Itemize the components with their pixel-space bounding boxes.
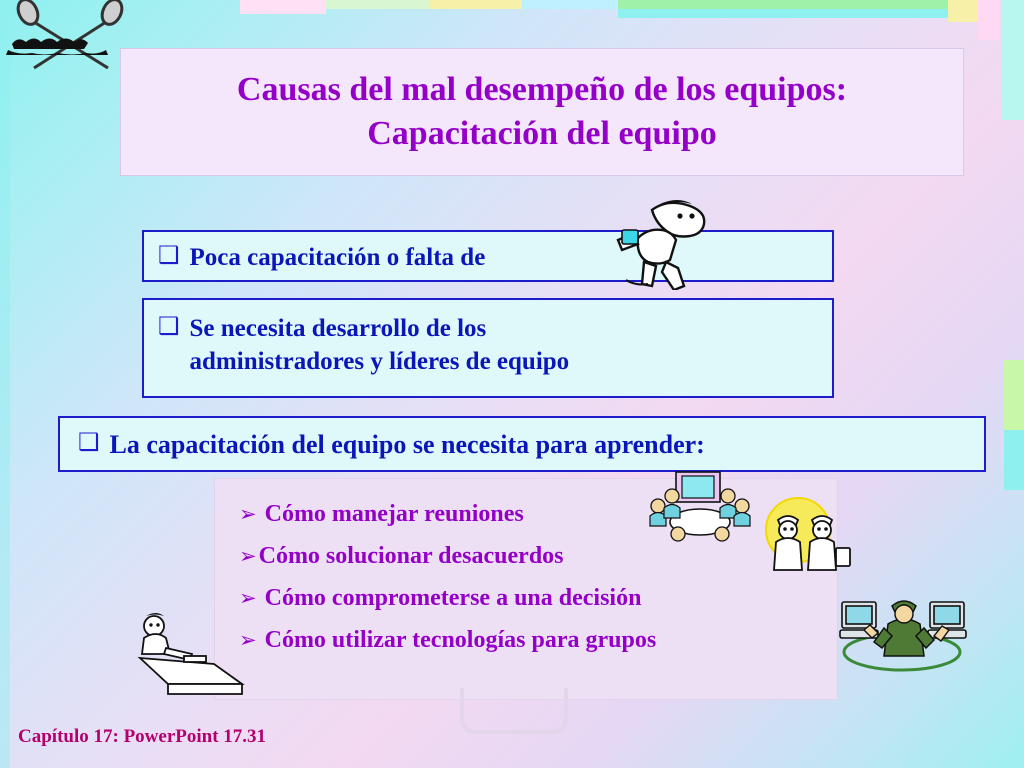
bullet-box-1 (142, 230, 834, 282)
bullet-text-3: La capacitación del equipo se necesita para aprender: (109, 430, 705, 459)
arrow-bullet-icon: ➢ (239, 628, 257, 652)
decor-strip-11 (1004, 430, 1024, 490)
arrow-bullet-icon: ➢ (239, 586, 257, 610)
arrow-bullet-icon: ➢ (239, 502, 257, 526)
square-bullet-icon: ❑ (78, 430, 100, 456)
bullet-box-3 (58, 416, 986, 472)
bullet-text-2 (190, 312, 570, 378)
running-person-icon (608, 194, 726, 290)
decor-strip-10 (1004, 360, 1024, 430)
decor-strip-2 (326, 0, 430, 9)
page-title-line-1: Causas del mal desempeño de los equipos: (236, 71, 848, 108)
slide-footer: Capítulo 17: PowerPoint 17.31 (18, 726, 267, 747)
sub-list-text-1: Cómo manejar reuniones (264, 501, 524, 527)
decor-strip-1 (240, 0, 326, 14)
decor-strip-left (0, 0, 10, 768)
decor-notch (458, 688, 570, 734)
meeting-table-icon (642, 470, 764, 542)
square-bullet-icon: ❑ (158, 314, 180, 340)
bullet-text-2-line-1: Se necesita desarrollo de los (189, 315, 487, 342)
decor-strip-3 (430, 0, 522, 9)
decor-strip-5 (618, 0, 948, 9)
page-title-line-2: Capacitación del equipo (367, 115, 717, 152)
decor-strip-4 (522, 0, 618, 9)
decor-strip-7 (948, 0, 978, 22)
slide-title (120, 48, 964, 176)
desk-worker-icon (132, 608, 252, 700)
decor-strip-8 (978, 0, 1000, 40)
bullet-text-1: Poca capacitación o falta de (189, 244, 486, 271)
sub-list-text-2: Cómo solucionar desacuerdos (258, 543, 564, 569)
square-bullet-icon: ❑ (158, 243, 180, 269)
sub-list-text-3: Cómo comprometerse a una decisión (264, 585, 642, 611)
decor-strip-6 (618, 9, 948, 18)
sub-list-item-4 (215, 619, 837, 661)
computers-icon (838, 580, 972, 674)
decor-strip-9 (1002, 0, 1024, 120)
arrow-bullet-icon: ➢ (239, 544, 257, 568)
sub-list-text-4: Cómo utilizar tecnologías para grupos (264, 627, 657, 653)
bullet-text-2-line-2: administradores y líderes de equipo (189, 348, 570, 375)
two-people-icon (758, 494, 862, 578)
bullet-box-2 (142, 298, 834, 398)
sub-list-item-3 (215, 577, 837, 619)
